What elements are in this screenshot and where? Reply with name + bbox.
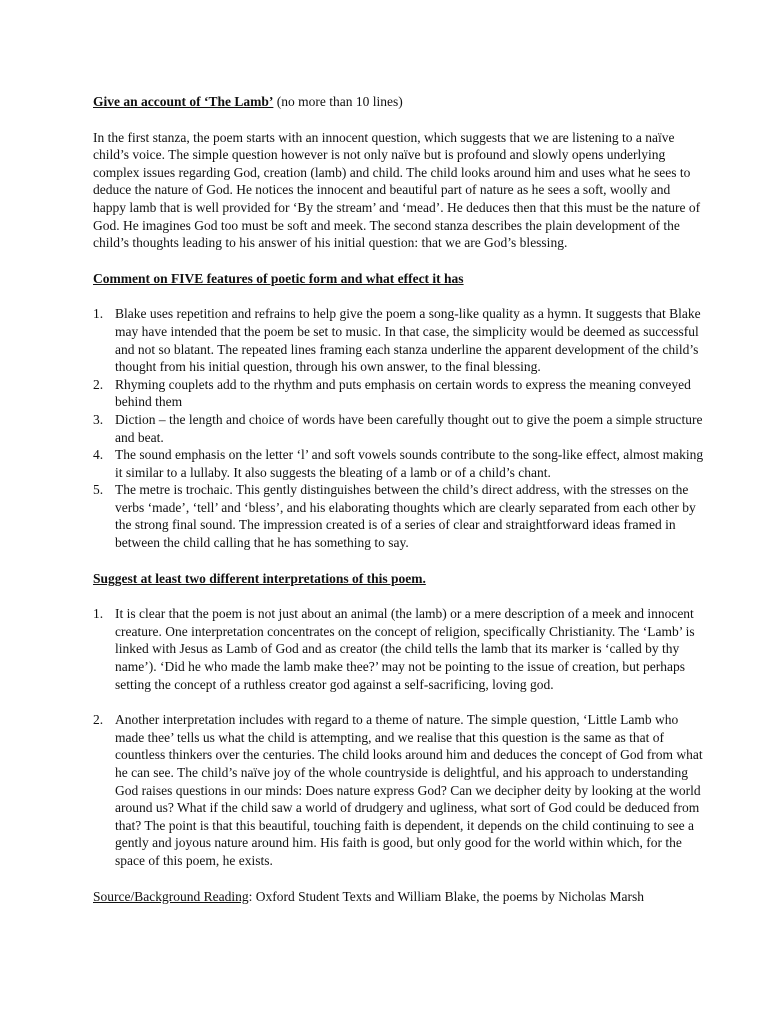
list-item <box>93 481 705 551</box>
list-item-number: 1. <box>93 306 104 322</box>
question-1-answer: In the first stanza, the poem starts with an innocent question, which suggests that we are listening to a naïve child’s voice. The simple question however is not only naïve but is profound and slowly opens underlying complex issues regarding God, creation (lamb) and child. The child looks around him and uses what he sees to deduce the nature of God. He notices the innocent and beautiful part of nature as he sees a soft, woolly and happy lamb that is well provided for ‘By the stream’ and ‘mead’. He deduces then that this must be the nature of God. He imagines God too must be soft and meek. The second stanza describes the plain development of the child’s thoughts leading to his answer of his initial question: that we are God’s blessing. <box>93 129 701 251</box>
poetic-features-list <box>93 305 705 551</box>
list-item-number: 3. <box>93 411 104 427</box>
question-1-title: Give an account of ‘The Lamb’ <box>93 94 274 109</box>
list-item <box>93 376 705 411</box>
list-item <box>93 305 705 375</box>
list-item <box>93 446 705 481</box>
list-item-text: The metre is trochaic. This gently distinguishes between the child’s direct address, with the stresses on the verbs ‘made’, ‘tell’ and ‘bless’, and his elaborating thoughts which are clearly separated from each other by the strong final sound. The impression created is of a series of clear and straightforward ideas framed in between the child calling that he has something to say. <box>115 482 696 551</box>
list-item <box>93 711 705 869</box>
question-2-title: Comment on FIVE features of poetic form and what effect it has <box>93 270 464 286</box>
list-item-number: 4. <box>93 447 104 463</box>
list-item <box>93 411 705 446</box>
list-item <box>93 605 705 693</box>
question-3-title: Suggest at least two different interpretations of this poem. <box>93 570 426 586</box>
list-item-text: It is clear that the poem is not just about an animal (the lamb) or a mere description of a meek and innocent creature. One interpretation concentrates on the concept of religion, specifically Christianity. The ‘Lamb’ is linked with Jesus as Lamb of God and as creator (the child tells the lamb that its marker is ‘called by thy name’). ‘Did he who made the lamb make thee?’ may not be pointing to the issue of creation, but perhaps setting the concept of a ruthless creator god against a self-sacrificing, loving god. <box>115 606 695 692</box>
document-page <box>93 93 705 905</box>
question-1-heading <box>93 93 705 111</box>
source-line <box>93 888 705 906</box>
source-text: : Oxford Student Texts and William Blake, the poems by Nicholas Marsh <box>248 888 645 904</box>
list-item-number: 5. <box>93 482 104 498</box>
list-item-text: The sound emphasis on the letter ‘l’ and soft vowels sounds contribute to the song-like effect, almost making it similar to a lullaby. It also suggests the bleating of a lamb or of a child’s chant. <box>115 447 704 480</box>
source-label: Source/Background Reading <box>93 888 249 904</box>
list-item-number: 2. <box>93 376 104 392</box>
list-item-number: 1. <box>93 606 104 622</box>
list-item-text: Another interpretation includes with regard to a theme of nature. The simple question, ‘Little Lamb who made thee’ tells us what the child is attempting, and we realise that this question is the same as that of countless thinkers over the centuries. The child looks around him and deduces the concept of God from what he can see. The child’s naïve joy of the whole countryside is delightful, and his approach to understanding God raises questions in our minds: Does nature express God? Can we decipher deity by looking at the world around us? What if the child saw a world of drudgery and ugliness, what sort of God could be deduced from that? The point is that this beautiful, touching faith is dependent, it depends on the child continuing to see a gently and joyous nature around him. His faith is good, but only good for the world within which, for the space of this poem, he exists. <box>115 712 703 868</box>
list-item-text: Blake uses repetition and refrains to help give the poem a song-like quality as a hymn. It suggests that Blake may have intended that the poem be set to music. In that case, the simplicity would be deemed as successful and not so blatant. The repeated lines framing each stanza underline the apparent development of the child’s thought from his initial question, through his own answer, to the final blessing. <box>115 306 701 375</box>
list-item-number: 2. <box>93 712 104 728</box>
list-item-text: Diction – the length and choice of words have been carefully thought out to give the poem a simple structure and beat. <box>115 411 703 445</box>
interpretations-list <box>93 605 705 869</box>
list-item-text: Rhyming couplets add to the rhythm and puts emphasis on certain words to express the meaning conveyed behind them <box>115 376 691 410</box>
question-1-note: (no more than 10 lines) <box>273 94 403 109</box>
